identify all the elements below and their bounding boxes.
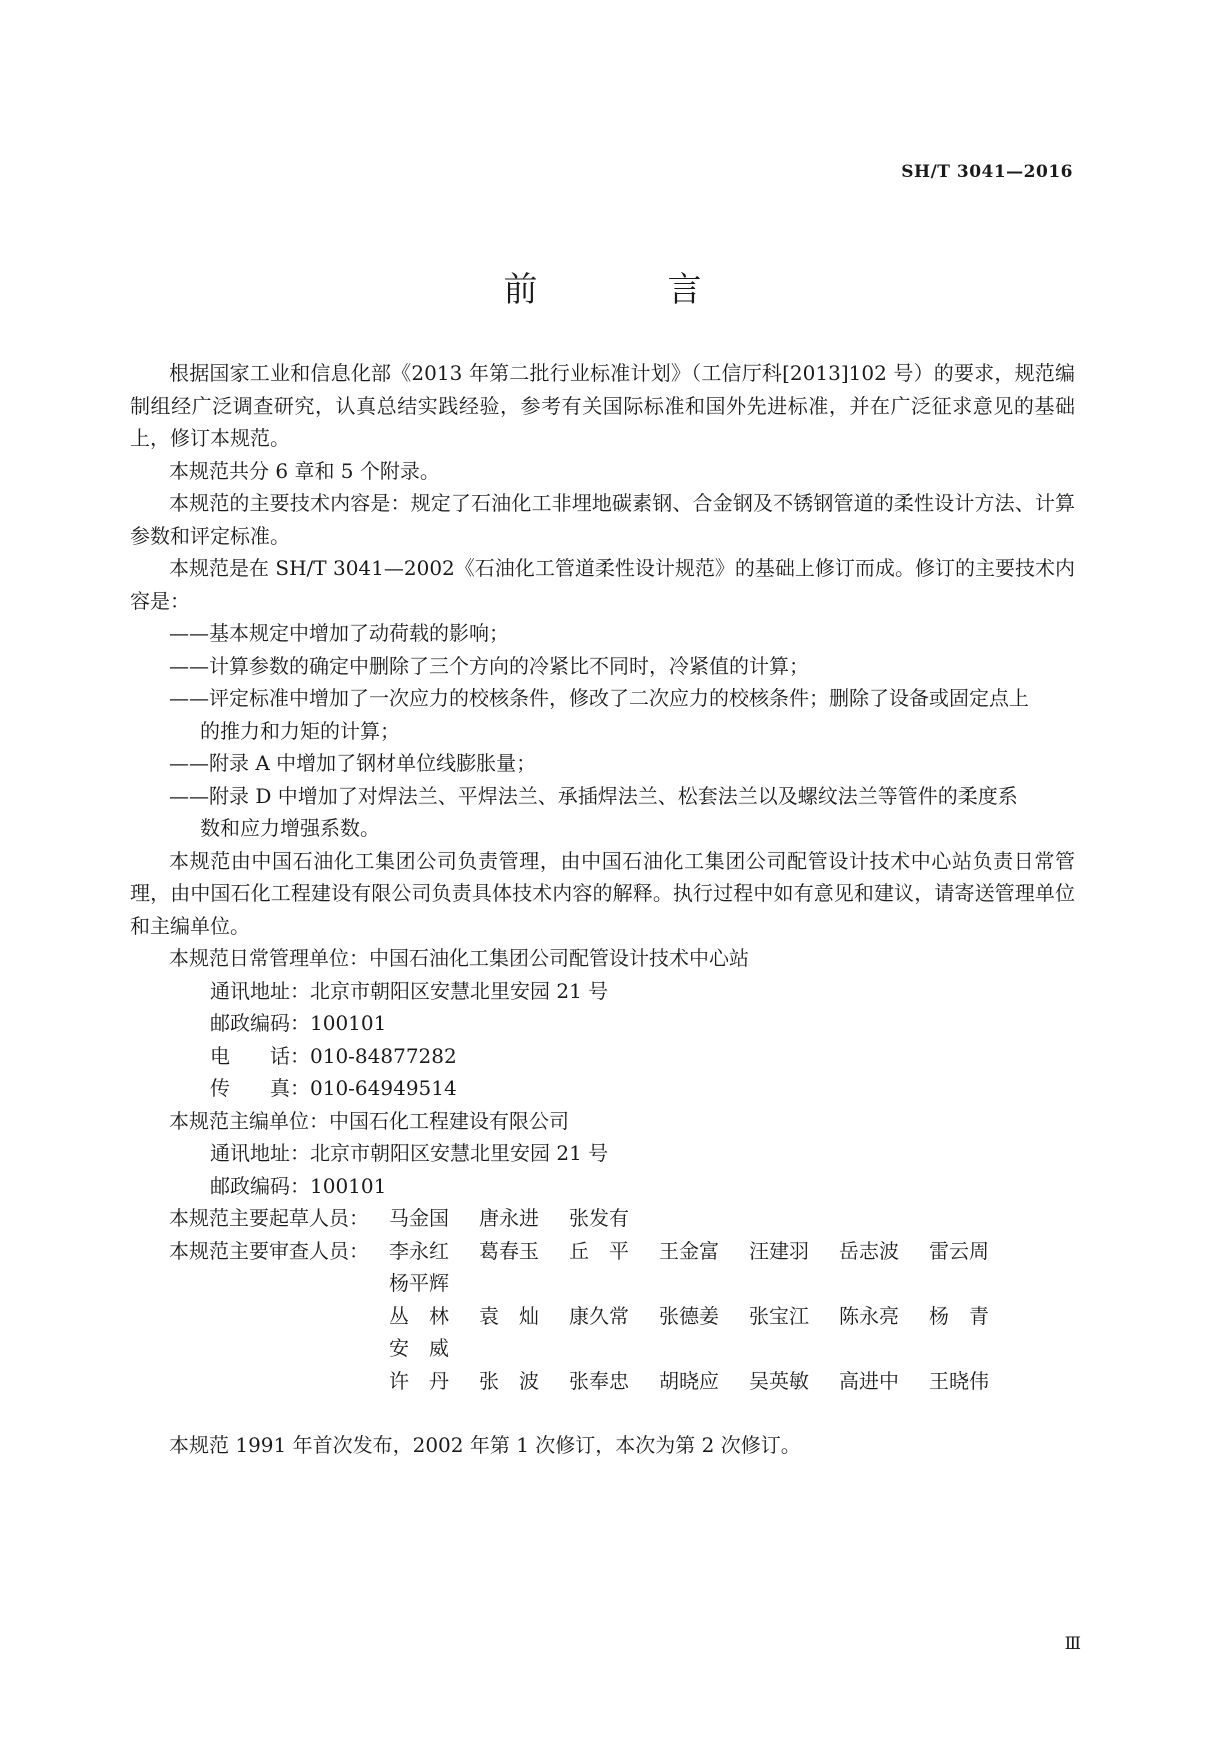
reviewer-name: 王晓伟 <box>929 1368 989 1393</box>
daily-unit-phone: 电 话：010-84877282 <box>210 1043 457 1068</box>
reviewers-row <box>130 1365 1075 1398</box>
drafter-name: 张发有 <box>569 1206 629 1230</box>
change-item-continuation: 的推力和力矩的计算； <box>200 718 400 743</box>
page-title: 前 言 <box>503 270 750 310</box>
chief-unit-address: 通讯地址：北京市朝阳区安慧北里安园 21 号 <box>210 1141 609 1165</box>
reviewer-name: 张奉忠 <box>569 1368 629 1393</box>
reviewer-name: 胡晓应 <box>659 1368 719 1393</box>
change-item-continuation: 数和应力增强系数。 <box>200 816 380 840</box>
reviewer-name: 葛春玉 <box>479 1238 539 1263</box>
drafter-name: 唐永进 <box>479 1206 539 1230</box>
standard-code: SH/T 3041—2016 <box>901 162 1073 182</box>
revision-history: 本规范 1991 年首次发布，2002 年第 1 次修订，本次为第 2 次修订。 <box>169 1433 801 1457</box>
page-number: Ⅲ <box>1064 1634 1081 1654</box>
reviewer-name: 袁 灿 <box>479 1303 539 1328</box>
drafters-label: 本规范主要起草人员： <box>169 1206 369 1230</box>
reviewer-name: 张德姜 <box>659 1303 719 1328</box>
change-item: ——计算参数的确定中删除了三个方向的冷紧比不同时，冷紧值的计算； <box>169 653 809 678</box>
reviewer-name: 杨平辉 <box>389 1271 449 1295</box>
paragraph-content: 本规范的主要技术内容是：规定了石油化工非埋地碳素钢、合金钢及不锈钢管道的柔性设计方法、计算参数和评定标准。 <box>130 491 1075 548</box>
paragraph-structure: 本规范共分 6 章和 5 个附录。 <box>169 458 440 483</box>
reviewer-name: 张 波 <box>479 1368 539 1393</box>
change-item: ——附录 A 中增加了钢材单位线膨胀量； <box>169 751 537 775</box>
drafter-name: 马金国 <box>389 1206 449 1230</box>
reviewer-name: 王金富 <box>659 1238 719 1263</box>
preface-body <box>130 357 1075 1462</box>
reviewers-names <box>389 1235 1019 1300</box>
reviewers-names <box>389 1300 1019 1365</box>
reviewer-name: 丛 林 <box>389 1303 449 1328</box>
reviewer-name: 吴英敏 <box>749 1368 809 1393</box>
change-item: ——评定标准中增加了一次应力的校核条件，修改了二次应力的校核条件；删除了设备或固定点上 <box>169 686 1029 710</box>
daily-unit-address: 通讯地址：北京市朝阳区安慧北里安园 21 号 <box>210 978 609 1003</box>
reviewer-name: 杨 青 <box>929 1303 989 1328</box>
reviewer-name: 康久常 <box>569 1303 629 1328</box>
change-item: ——附录 D 中增加了对焊法兰、平焊法兰、承插焊法兰、松套法兰以及螺纹法兰等管件的柔度系 <box>169 783 1018 808</box>
reviewers-row <box>130 1300 1075 1365</box>
reviewer-name: 李永红 <box>389 1238 449 1263</box>
drafters-names <box>389 1202 1019 1235</box>
reviewer-name: 岳志波 <box>839 1238 899 1263</box>
reviewer-name: 丘 平 <box>569 1238 629 1263</box>
reviewers-names <box>389 1365 1019 1398</box>
reviewer-name: 汪建羽 <box>749 1238 809 1263</box>
reviewer-name: 陈永亮 <box>839 1303 899 1328</box>
spacer <box>130 1397 1075 1429</box>
reviewer-name: 张宝江 <box>749 1303 809 1328</box>
daily-unit-postcode: 邮政编码：100101 <box>210 1011 387 1035</box>
paragraph-management: 本规范由中国石油化工集团公司负责管理，由中国石油化工集团公司配管设计技术中心站负责日常管理，由中国石化工程建设有限公司负责具体技术内容的解释。执行过程中如有意见和建议，请寄送管理单位和主编单位。 <box>130 848 1075 938</box>
change-item: ——基本规定中增加了动荷载的影响； <box>169 621 509 645</box>
chief-unit-label: 本规范主编单位：中国石化工程建设有限公司 <box>169 1108 569 1133</box>
daily-unit-fax: 传 真：010-64949514 <box>210 1076 457 1100</box>
reviewer-name: 安 威 <box>389 1336 449 1360</box>
reviewers-label: 本规范主要审查人员： <box>169 1238 369 1263</box>
paragraph-basis: 根据国家工业和信息化部《2013 年第二批行业标准计划》（工信厅科[2013]102 号）的要求，规范编制组经广泛调查研究，认真总结实践经验，参考有关国际标准和国外先进标准，并在广泛征求意见的基础上，修订本规范。 <box>130 361 1075 450</box>
drafters-row <box>130 1202 1075 1235</box>
reviewer-name: 雷云周 <box>929 1238 989 1263</box>
reviewers-row <box>130 1235 1075 1300</box>
reviewer-name: 高进中 <box>839 1368 899 1393</box>
daily-unit-label: 本规范日常管理单位：中国石油化工集团公司配管设计技术中心站 <box>169 946 749 970</box>
chief-unit-postcode: 邮政编码：100101 <box>210 1173 387 1198</box>
paragraph-revision: 本规范是在 SH/T 3041—2002《石油化工管道柔性设计规范》的基础上修订而成。修订的主要技术内容是： <box>130 556 1075 613</box>
reviewer-name: 许 丹 <box>389 1368 449 1393</box>
